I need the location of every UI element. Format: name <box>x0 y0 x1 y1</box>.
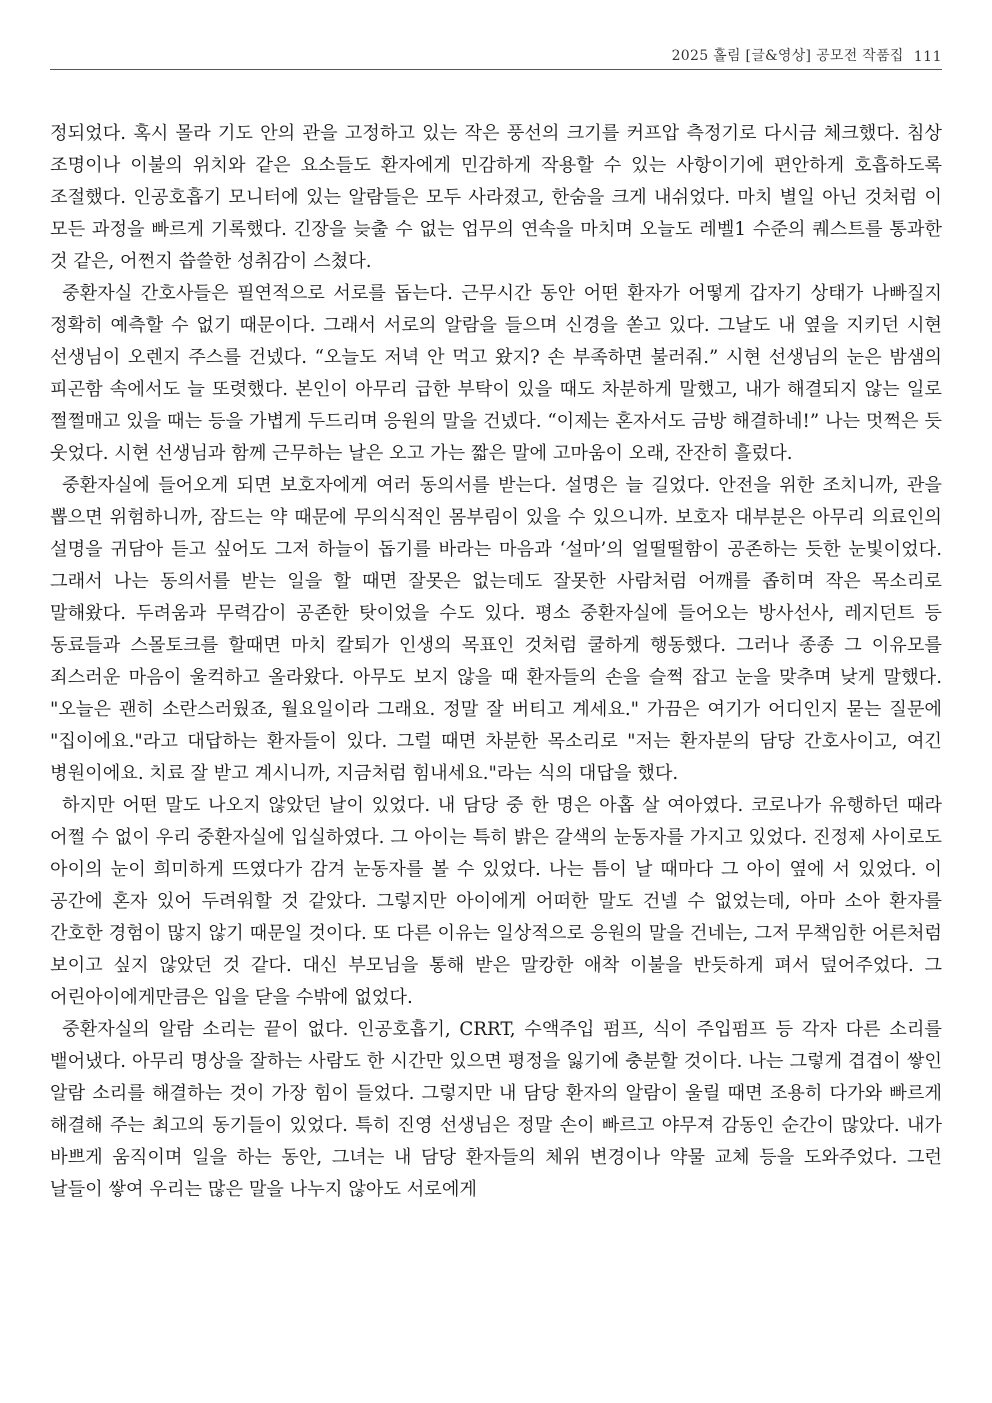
page-header <box>50 44 942 70</box>
body-text <box>50 118 942 1206</box>
paragraph-4: 하지만 어떤 말도 나오지 않았던 날이 있었다. 내 담당 중 한 명은 아홉 살 여아였다. 코로나가 유행하던 때라 어쩔 수 없이 우리 중환자실에 입실하였다. 그 아이는 특히 밝은 갈색의 눈동자를 가지고 있었다. 진정제 사이로도 아이의 눈이 희미하게 뜨였다가 감겨 눈동자를 볼 수 있었다. 나는 틈이 날 때마다 그 아이 옆에 서 있었다. 이 공간에 혼자 있어 두려워할 것 같았다. 그렇지만 아이에게 어떠한 말도 건넬 수 없었는데, 아마 소아 환자를 간호한 경험이 많지 않기 때문일 것이다. 또 다른 이유는 일상적으로 응원의 말을 건네는, 그저 무책임한 어른처럼 보이고 싶지 않았던 것 같다. 대신 부모님을 통해 받은 말캉한 애착 이불을 반듯하게 펴서 덮어주었다. 그 어린아이에게만큼은 입을 닫을 수밖에 없었다. <box>50 795 942 1008</box>
paragraph-2: 중환자실 간호사들은 필연적으로 서로를 돕는다. 근무시간 동안 어떤 환자가 어떻게 갑자기 상태가 나빠질지 정확히 예측할 수 없기 때문이다. 그래서 서로의 알람을 들으며 신경을 쏟고 있다. 그날도 내 옆을 지키던 시현 선생님이 오렌지 주스를 건넸다. “오늘도 저녁 안 먹고 왔지? 손 부족하면 불러줘.” 시현 선생님의 눈은 밤샘의 피곤함 속에서도 늘 또렷했다. 본인이 아무리 급한 부탁이 있을 때도 차분하게 말했고, 내가 해결되지 않는 일로 쩔쩔매고 있을 때는 등을 가볍게 두드리며 응원의 말을 건넸다. “이제는 혼자서도 금방 해결하네!” 나는 멋쩍은 듯 웃었다. 시현 선생님과 함께 근무하는 날은 오고 가는 짧은 말에 고마움이 오래, 잔잔히 흘렀다. <box>50 283 942 464</box>
page-number: 111 <box>913 49 942 65</box>
paragraph-1: 정되었다. 혹시 몰라 기도 안의 관을 고정하고 있는 작은 풍선의 크기를 커프압 측정기로 다시금 체크했다. 침상 조명이나 이불의 위치와 같은 요소들도 환자에게 민감하게 작용할 수 있는 사항이기에 편안하게 호흡하도록 조절했다. 인공호흡기 모니터에 있는 알람들은 모두 사라졌고, 한숨을 크게 내쉬었다. 마치 별일 아닌 것처럼 이 모든 과정을 빠르게 기록했다. 긴장을 늦출 수 없는 업무의 연속을 마치며 오늘도 레벨1 수준의 퀘스트를 통과한 것 같은, 어쩐지 씁쓸한 성취감이 스쳤다. <box>50 123 942 272</box>
header-title: 2025 홀림 [글&영상] 공모전 작품집 <box>671 48 904 64</box>
paragraph-3: 중환자실에 들어오게 되면 보호자에게 여러 동의서를 받는다. 설명은 늘 길었다. 안전을 위한 조치니까, 관을 뽑으면 위험하니까, 잠드는 약 때문에 무의식적인 몸부림이 있을 수 있으니까. 보호자 대부분은 아무리 의료인의 설명을 귀담아 듣고 싶어도 그저 하늘이 돕기를 바라는 마음과 ‘설마’의 얼떨떨함이 공존하는 듯한 눈빛이었다. 그래서 나는 동의서를 받는 일을 할 때면 잘못은 없는데도 잘못한 사람처럼 어깨를 좁히며 작은 목소리로 말해왔다. 두려움과 무력감이 공존한 탓이었을 수도 있다. 평소 중환자실에 들어오는 방사선사, 레지던트 등 동료들과 스몰토크를 할때면 마치 칼퇴가 인생의 목표인 것처럼 쿨하게 행동했다. 그러나 종종 그 이유모를 죄스러운 마음이 울컥하고 올라왔다. 아무도 보지 않을 때 환자들의 손을 슬쩍 잡고 눈을 맞추며 낮게 말했다. "오늘은 괜히 소란스러웠죠, 월요일이라 그래요. 정말 잘 버티고 계세요." 가끔은 여기가 어디인지 묻는 질문에 "집이에요."라고 대답하는 환자들이 있다. 그럴 때면 차분한 목소리로 "저는 환자분의 담당 간호사이고, 여긴 병원이에요. 치료 잘 받고 계시니까, 지금처럼 힘내세요."라는 식의 대답을 했다. <box>50 475 942 784</box>
paragraph-5: 중환자실의 알람 소리는 끝이 없다. 인공호흡기, CRRT, 수액주입 펌프, 식이 주입펌프 등 각자 다른 소리를 뱉어냈다. 아무리 명상을 잘하는 사람도 한 시간만 있으면 평정을 잃기에 충분할 것이다. 나는 그렇게 겹겹이 쌓인 알람 소리를 해결하는 것이 가장 힘이 들었다. 그렇지만 내 담당 환자의 알람이 울릴 때면 조용히 다가와 빠르게 해결해 주는 최고의 동기들이 있었다. 특히 진영 선생님은 정말 손이 빠르고 야무져 감동인 순간이 많았다. 내가 바쁘게 움직이며 일을 하는 동안, 그녀는 내 담당 환자들의 체위 변경이나 약물 교체 등을 도와주었다. 그런 날들이 쌓여 우리는 많은 말을 나누지 않아도 서로에게 <box>50 1019 942 1200</box>
